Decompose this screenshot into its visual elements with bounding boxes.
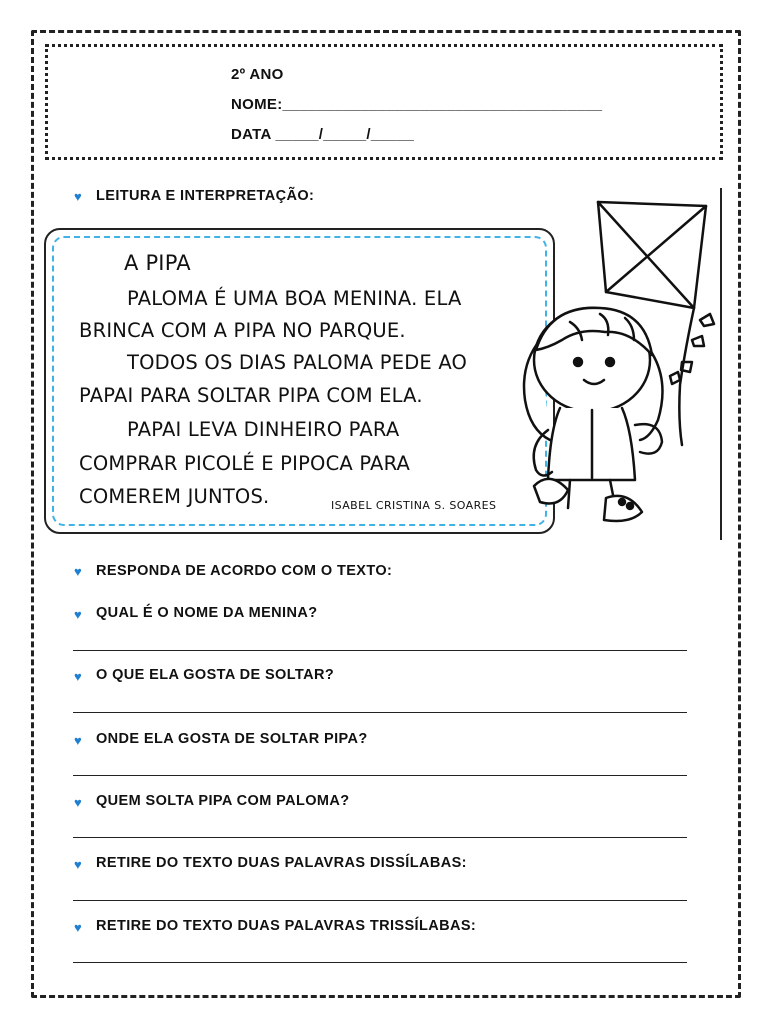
story-line: PAPAI LEVA DINHEIRO PARA <box>127 418 400 441</box>
question-5: RETIRE DO TEXTO DUAS PALAVRAS DISSÍLABAS: <box>96 855 467 871</box>
girl-with-kite-illustration <box>510 190 725 535</box>
heart-icon: ♥ <box>74 795 82 810</box>
story-inner-border <box>52 236 547 526</box>
kite-icon <box>598 202 706 308</box>
date-field: DATA _____/_____/_____ <box>231 126 415 143</box>
question-2: O QUE ELA GOSTA DE SOLTAR? <box>96 667 335 683</box>
answer-line-6[interactable] <box>73 962 687 963</box>
heart-icon: ♥ <box>74 564 82 579</box>
answer-line-1[interactable] <box>73 650 687 651</box>
question-1: QUAL É O NOME DA MENINA? <box>96 605 318 621</box>
story-line: BRINCA COM A PIPA NO PARQUE. <box>79 319 406 342</box>
answer-line-5[interactable] <box>73 900 687 901</box>
story-line: COMPRAR PICOLÉ E PIPOCA PARA <box>79 452 411 475</box>
heart-icon: ♥ <box>74 733 82 748</box>
heart-icon: ♥ <box>74 920 82 935</box>
heart-icon: ♥ <box>74 607 82 622</box>
heart-icon: ♥ <box>74 857 82 872</box>
heart-icon: ♥ <box>74 669 82 684</box>
name-field: NOME:_____________________________________ <box>231 96 603 113</box>
story-author: ISABEL CRISTINA S. SOARES <box>331 499 497 512</box>
story-line: PALOMA É UMA BOA MENINA. ELA <box>127 287 462 310</box>
section-title: LEITURA E INTERPRETAÇÃO: <box>96 188 315 204</box>
story-line: COMEREM JUNTOS. <box>79 485 270 508</box>
answer-line-3[interactable] <box>73 775 687 776</box>
answer-line-2[interactable] <box>73 712 687 713</box>
grade-label: 2º ANO <box>231 66 284 83</box>
question-3: ONDE ELA GOSTA DE SOLTAR PIPA? <box>96 731 368 747</box>
story-title: A PIPA <box>124 251 191 275</box>
heart-icon: ♥ <box>74 189 82 204</box>
story-line: TODOS OS DIAS PALOMA PEDE AO <box>127 351 468 374</box>
question-6: RETIRE DO TEXTO DUAS PALAVRAS TRISSÍLABAS: <box>96 918 477 934</box>
answer-line-4[interactable] <box>73 837 687 838</box>
instructions: RESPONDA DE ACORDO COM O TEXTO: <box>96 563 393 579</box>
question-4: QUEM SOLTA PIPA COM PALOMA? <box>96 793 350 809</box>
story-line: PAPAI PARA SOLTAR PIPA COM ELA. <box>79 384 423 407</box>
